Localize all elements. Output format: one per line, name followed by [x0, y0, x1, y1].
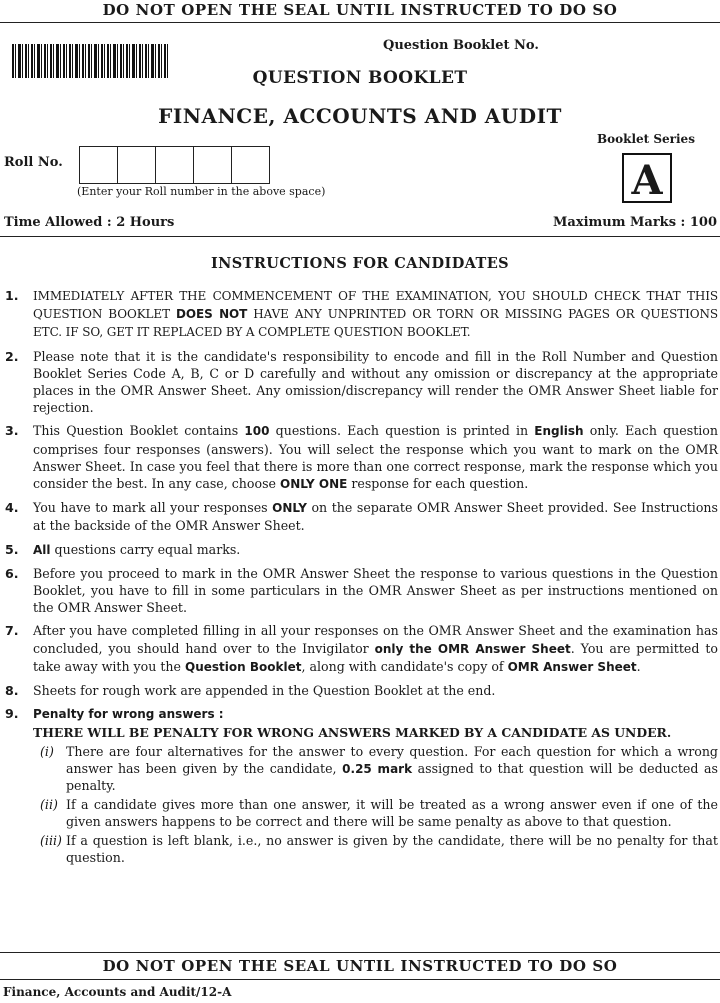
instruction-item — [0, 541, 720, 559]
instruction-text: , along with candidate's copy of — [301, 658, 508, 674]
instruction-emphasis: DOES NOT — [176, 307, 248, 322]
instruction-text: If a question is left blank, i.e., no answer is given by the candidate, there will be no penalty for that question. — [66, 833, 718, 866]
instruction-item — [0, 682, 720, 699]
instruction-text: only. Each question comprises four responses (answers). You will select the response which you want to mark on the OMR Answer Sheet. In case you feel that there is more than one correct response, mark the response which you consider the best. In any case, choose — [33, 423, 718, 492]
instructions-list — [0, 287, 720, 870]
subject-title: FINANCE, ACCOUNTS AND AUDIT — [158, 104, 562, 128]
instruction-text: You have to mark all your responses — [33, 500, 273, 516]
instruction-emphasis: ONLY ONE — [280, 477, 348, 492]
penalty-rule — [0, 797, 720, 830]
instruction-item — [0, 705, 720, 723]
booklet-series-label: Booklet Series — [597, 132, 695, 146]
booklet-title: QUESTION BOOKLET — [252, 68, 468, 88]
footer-booklet-code: Finance, Accounts and Audit/12-A — [3, 985, 232, 999]
penalty-rule — [0, 833, 720, 866]
instruction-text: . You are permitted to take away with you the — [33, 640, 718, 674]
penalty-rule — [0, 744, 720, 794]
instruction-text: Please note that it is the candidate's responsibility to encode and fill in the Roll Number and Question Booklet Series Code A, B, C or D carefully and without any omission or discrepancy at the appropriate places in the OMR Answer Sheet. Any omission/discrepancy will render the OMR Answer Sheet liable for rejection. — [33, 348, 718, 416]
instruction-emphasis: All — [33, 542, 51, 557]
maximum-marks: Maximum Marks : 100 — [553, 215, 717, 230]
instruction-text: If a candidate gives more than one answer, it will be treated as a wrong answer even if one of the given answers happens to be correct and there will be same penalty as above to that question. — [66, 797, 718, 829]
roll-number-box[interactable] — [231, 146, 270, 184]
item-number: 9. — [5, 706, 19, 722]
roll-number-boxes — [80, 146, 270, 184]
instruction-item — [0, 565, 720, 617]
roll-number-box[interactable] — [193, 146, 232, 184]
item-number: 4. — [5, 500, 19, 516]
instruction-text: IMMEDIATELY AFTER THE COMMENCEMENT OF THE EXAMINATION, YOU SHOULD CHECK THAT THIS QUESTION BOOKLET — [33, 289, 718, 322]
instruction-emphasis: Question Booklet — [185, 659, 302, 674]
instruction-item — [0, 422, 720, 493]
penalty-notice: THERE WILL BE PENALTY FOR WRONG ANSWERS MARKED BY A CANDIDATE AS UNDER. — [33, 725, 672, 741]
instruction-item — [0, 622, 720, 676]
instruction-text: on the separate OMR Answer Sheet provided. See Instructions at the backside of the OMR Answer Sheet. — [33, 500, 718, 534]
item-number: 7. — [5, 623, 19, 639]
item-number: 6. — [5, 565, 19, 581]
instruction-text: This Question Booklet contains — [33, 423, 245, 439]
instruction-item — [0, 348, 720, 417]
instruction-text: questions. Each question is printed in — [269, 423, 535, 439]
roman-numeral: (iii) — [40, 833, 62, 849]
roll-number-label: Roll No. — [4, 155, 63, 170]
roman-numeral: (ii) — [40, 797, 58, 813]
instruction-text: Sheets for rough work are appended in the Question Booklet at the end. — [33, 683, 496, 699]
instruction-text: response for each question. — [347, 476, 529, 492]
instruction-emphasis: 100 — [244, 424, 270, 439]
roll-number-box[interactable] — [155, 146, 194, 184]
item-number: 1. — [5, 288, 19, 303]
instruction-emphasis: only the OMR Answer Sheet — [374, 641, 571, 656]
divider — [0, 236, 720, 237]
roll-number-box[interactable] — [79, 146, 118, 184]
top-seal-banner: DO NOT OPEN THE SEAL UNTIL INSTRUCTED TO DO SO — [0, 0, 720, 23]
instruction-text: There are four alternatives for the answer to every question. For each question for which a wrong answer has been given by the candidate, — [66, 744, 718, 777]
penalty-heading: Penalty for wrong answers : — [33, 707, 224, 722]
booklet-number-label: Question Booklet No. — [383, 38, 539, 53]
item-number: 5. — [5, 541, 19, 557]
instruction-text: HAVE ANY UNPRINTED OR TORN OR MISSING PAGES OR QUESTIONS ETC. IF SO, GET IT REPLACED BY A COMPLETE QUESTION BOOKLET. — [33, 307, 718, 340]
item-number: 3. — [5, 423, 19, 439]
instruction-emphasis: OMR Answer Sheet — [507, 659, 637, 674]
instruction-text: assigned to that question will be deducted as penalty. — [66, 761, 718, 793]
instruction-text: After you have completed filling in all your responses on the OMR Answer Sheet and the examination has concluded, you should hand over to the Invigilator — [33, 623, 718, 656]
instruction-emphasis: 0.25 mark — [342, 762, 413, 777]
time-allowed: Time Allowed : 2 Hours — [4, 215, 175, 230]
instruction-emphasis: English — [534, 424, 584, 439]
instruction-item — [0, 287, 720, 342]
roman-numeral: (i) — [40, 744, 54, 760]
instruction-emphasis: ONLY — [272, 501, 307, 516]
instruction-text: questions carry equal marks. — [50, 541, 241, 557]
item-number: 2. — [5, 348, 19, 364]
booklet-series-code: A — [622, 153, 672, 203]
instruction-text: . — [636, 658, 641, 674]
item-number: 8. — [5, 683, 19, 699]
instructions-heading: INSTRUCTIONS FOR CANDIDATES — [210, 255, 510, 272]
bottom-seal-banner: DO NOT OPEN THE SEAL UNTIL INSTRUCTED TO DO SO — [0, 952, 720, 980]
instruction-text: Before you proceed to mark in the OMR Answer Sheet the response to various questions in the Question Booklet, you have to fill in some particulars in the OMR Answer Sheet as per instructions mentioned on the OMR Answer Sheet. — [33, 565, 718, 616]
roll-number-box[interactable] — [117, 146, 156, 184]
instruction-item — [0, 499, 720, 534]
roll-number-hint: (Enter your Roll number in the above space) — [77, 185, 326, 198]
